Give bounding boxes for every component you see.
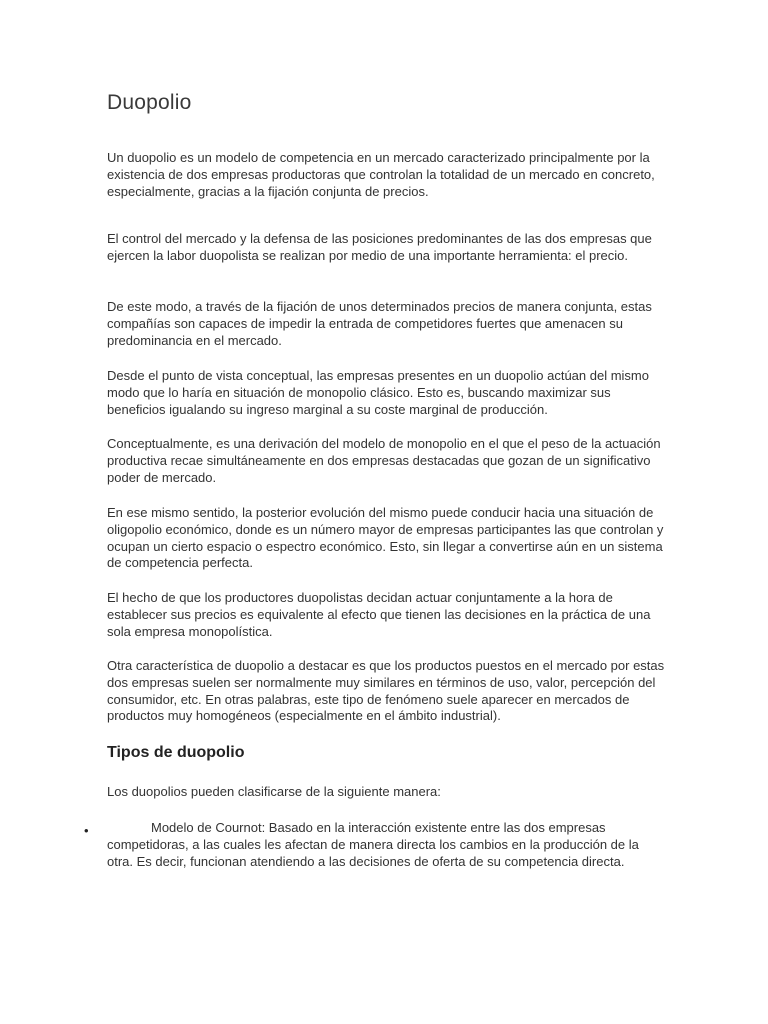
paragraph-5: Conceptualmente, es una derivación del modelo de monopolio en el que el peso de la actuación productiva recae simultáneamente en dos empresas destacadas que gozan de un significativo poder de mercado. bbox=[107, 436, 661, 485]
paragraph-7: El hecho de que los productores duopolistas decidan actuar conjuntamente a la hora de establecer sus precios es equivalente al efecto que tienen las decisiones en la práctica de una sola empresa monopolística. bbox=[107, 590, 651, 639]
paragraph-3: De este modo, a través de la fijación de unos determinados precios de manera conjunta, estas compañías son capaces de impedir la entrada de competidores fuertes que amenacen su predominancia en el mercado. bbox=[107, 299, 652, 348]
paragraph-8: Otra característica de duopolio a destacar es que los productos puestos en el mercado por estas dos empresas suelen ser normalmente muy similares en términos de uso, valor, percepción del consumidor, etc. En otras palabras, este tipo de fenómeno suele aparecer en mercados de productos muy homogéneos (especialmente en el ámbito industrial). bbox=[107, 658, 665, 724]
paragraph-6: En ese mismo sentido, la posterior evolución del mismo puede conducir hacia una situación de oligopolio económico, donde es un número mayor de empresas participantes las que controlan y ocupan un cierto espacio o espectro económico. Esto, sin llegar a convertirse aún en un sistema de competencia perfecta. bbox=[107, 505, 664, 571]
section-title: Tipos de duopolio bbox=[107, 744, 245, 761]
list-item: Modelo de Cournot: Basado en la interacción existente entre las dos empresas competidoras, a las cuales les afectan de manera directa los cambios en la producción de la otra. Es decir, funcionan atendiendo a las decisiones de oferta de su competencia directa. bbox=[107, 820, 639, 869]
section-intro: Los duopolios pueden clasificarse de la siguiente manera: bbox=[107, 784, 441, 799]
bullet-icon: • bbox=[84, 823, 89, 838]
paragraph-1: Un duopolio es un modelo de competencia en un mercado caracterizado principalmente por la existencia de dos empresas productoras que controlan la totalidad de un mercado en concreto, especialmente, gracias a la fijación conjunta de precios. bbox=[107, 150, 655, 199]
document-title: Duopolio bbox=[107, 91, 192, 114]
paragraph-2: El control del mercado y la defensa de las posiciones predominantes de las dos empresas que ejercen la labor duopolista se realizan por medio de una importante herramienta: el precio. bbox=[107, 231, 652, 263]
paragraph-4: Desde el punto de vista conceptual, las empresas presentes en un duopolio actúan del mismo modo que lo haría en situación de monopolio clásico. Esto es, buscando maximizar sus beneficios igualando su ingreso marginal a su coste marginal de producción. bbox=[107, 368, 649, 417]
